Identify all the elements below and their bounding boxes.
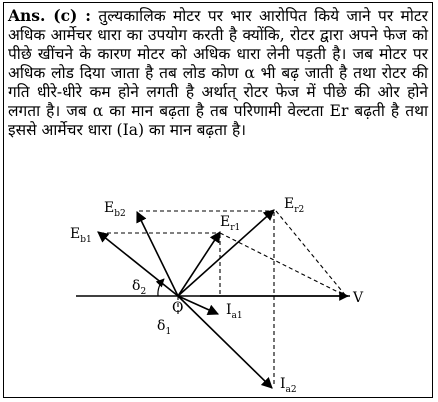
- label-er2: $E_{r2}$: [284, 196, 305, 215]
- label-er1: $E_{r1}$: [220, 214, 241, 233]
- dash-er1-to-v: [220, 233, 346, 296]
- label-ia1: $I_{a1}$: [226, 302, 243, 321]
- label-ia2: $I_{a2}$: [280, 376, 297, 395]
- answer-text: तुल्यकालिक मोटर पर भार आरोपित किये जाने पर मोटर अधिक आर्मेचर धारा का उपयोग करती है क्योंकि, रोटर द्वारा अपने फेज को पीछे खींचने के कारण मोटर को अधिक धारा लेनी पड़ती है। जब मोटर पर अधिक लोड दिया जाता है तब लोड कोण α भी बढ़ जाती है तथा रोटर की गति धीरे-धीरे कम होने लगती है अर्थात् रोटर फेज में पीछे की ओर होने लगता है। जब α का मान बढ़ता है तब परिणामी वेल्टता Er बढ़ती है तथा इससे आर्मेचर धारा (Ia) का मान बढ़ता है।: [8, 7, 428, 139]
- label-delta2: $\delta_2$: [132, 278, 147, 297]
- label-origin: O: [172, 300, 184, 316]
- ia1-phasor: [178, 296, 218, 314]
- label-v: V: [353, 290, 364, 306]
- label-delta1: $\delta_1$: [157, 318, 172, 337]
- eb2-phasor: [137, 212, 178, 296]
- dash-er2-to-v: [276, 211, 346, 296]
- label-eb2: $E_{b2}$: [104, 200, 126, 219]
- label-eb1: $E_{b1}$: [70, 226, 92, 245]
- answer-lead: Ans. (c) :: [8, 6, 91, 25]
- ia2-phasor: [178, 296, 272, 388]
